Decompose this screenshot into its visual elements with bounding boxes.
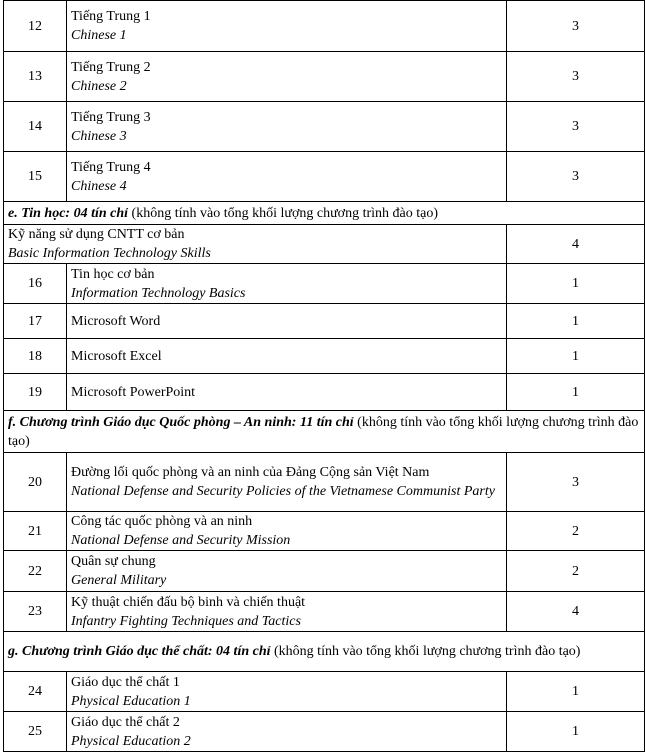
course-row (4, 1, 645, 52)
course-number: 12 (4, 1, 67, 52)
course-row (4, 672, 645, 712)
section-row (4, 411, 645, 453)
section-cell (4, 632, 645, 672)
course-name-cell (67, 304, 507, 339)
course-name-en: National Defense and Security Policies of the Vietnamese Communist Party (71, 484, 495, 499)
course-number: 14 (4, 102, 67, 152)
course-name-cell (67, 1, 507, 52)
section-heading: g. Chương trình Giáo dục thể chất: 04 tín chỉ (8, 644, 271, 659)
curriculum-table (3, 0, 645, 752)
course-name-en: National Defense and Security Mission (71, 533, 291, 548)
course-row (4, 339, 645, 374)
course-name-vi: Tiếng Trung 3 (71, 109, 151, 125)
course-name-cell (67, 339, 507, 374)
course-name-en: Chinese 2 (71, 78, 127, 94)
course-row (4, 592, 645, 632)
course-name-cell (67, 672, 507, 712)
course-name-cell (67, 592, 507, 632)
course-name-cell (67, 453, 507, 512)
course-name-vi: Microsoft Word (71, 313, 161, 329)
credits-cell: 2 (507, 551, 645, 592)
credits-cell: 3 (507, 102, 645, 152)
course-name-en: Information Technology Basics (71, 285, 246, 301)
section-row (4, 632, 645, 672)
course-name-vi: Tin học cơ bản (71, 266, 155, 282)
course-name-cell (67, 512, 507, 551)
course-name-cell (67, 712, 507, 752)
course-name-vi: Kỹ thuật chiến đấu bộ binh và chiến thuật (71, 594, 306, 610)
credits-cell: 1 (507, 339, 645, 374)
course-name-cell (67, 264, 507, 304)
course-name-vi: Tiếng Trung 2 (71, 59, 151, 75)
course-row (4, 304, 645, 339)
course-number: 16 (4, 264, 67, 304)
credits-cell: 3 (507, 152, 645, 202)
credits-cell: 3 (507, 453, 645, 512)
credits-cell: 3 (507, 1, 645, 52)
course-name-vi: Quân sự chung (71, 554, 156, 569)
course-row (4, 512, 645, 551)
course-row (4, 152, 645, 202)
course-number: 17 (4, 304, 67, 339)
section-row (4, 202, 645, 225)
credits-cell: 1 (507, 374, 645, 411)
course-name-vi: Đường lối quốc phòng và an ninh của Đảng Cộng sản Việt Nam (71, 465, 430, 480)
credits-cell: 2 (507, 512, 645, 551)
course-name-en: Basic Information Technology Skills (8, 246, 211, 261)
course-row (4, 264, 645, 304)
course-name-en: Chinese 4 (71, 178, 127, 194)
course-name-cell (67, 52, 507, 102)
course-name-vi: Tiếng Trung 1 (71, 9, 151, 24)
course-name-vi: Công tác quốc phòng và an ninh (71, 514, 253, 529)
course-row (4, 712, 645, 752)
course-name-vi: Giáo dục thể chất 1 (71, 674, 180, 690)
section-cell (4, 411, 645, 453)
curriculum-table-body (4, 1, 645, 752)
section-cell (4, 202, 645, 225)
course-number: 23 (4, 592, 67, 632)
course-number: 19 (4, 374, 67, 411)
course-row (4, 453, 645, 512)
section-heading: f. Chương trình Giáo dục Quốc phòng – An ninh: 11 tín chỉ (8, 414, 354, 430)
course-number: 25 (4, 712, 67, 752)
course-number: 24 (4, 672, 67, 712)
course-name-en: Physical Education 2 (71, 733, 191, 749)
course-name-cell (67, 102, 507, 152)
course-number: 21 (4, 512, 67, 551)
course-number: 18 (4, 339, 67, 374)
course-name-cell (67, 152, 507, 202)
course-row (4, 374, 645, 411)
course-name-vi: Microsoft PowerPoint (71, 384, 196, 400)
credits-cell: 4 (507, 592, 645, 632)
credits-cell: 1 (507, 304, 645, 339)
course-number: 13 (4, 52, 67, 102)
course-number: 15 (4, 152, 67, 202)
course-name-vi: Kỹ năng sử dụng CNTT cơ bản (8, 227, 185, 242)
course-name-vi: Tiếng Trung 4 (71, 159, 151, 175)
section-heading: e. Tin học: 04 tín chỉ (8, 205, 129, 221)
credits-cell: 4 (507, 225, 645, 264)
course-number: 22 (4, 551, 67, 592)
credits-cell: 1 (507, 712, 645, 752)
course-name-vi: Giáo dục thể chất 2 (71, 714, 180, 730)
course-name-en: Infantry Fighting Techniques and Tactics (71, 613, 301, 629)
course-name-cell (67, 374, 507, 411)
course-name-en: Chinese 3 (71, 128, 127, 144)
course-name-cell (67, 551, 507, 592)
course-row (4, 52, 645, 102)
credits-cell: 1 (507, 264, 645, 304)
subtotal-name-cell (4, 225, 507, 264)
credits-cell: 1 (507, 672, 645, 712)
course-row (4, 102, 645, 152)
course-row (4, 551, 645, 592)
course-number: 20 (4, 453, 67, 512)
course-name-en: Chinese 1 (71, 28, 127, 43)
course-name-en: General Military (71, 573, 167, 588)
subtotal-row (4, 225, 645, 264)
section-note: (không tính vào tổng khối lượng chương trình đào tạo) (8, 414, 639, 449)
course-name-en: Physical Education 1 (71, 693, 191, 709)
section-note: (không tính vào tổng khối lượng chương trình đào tạo) (128, 205, 438, 221)
section-note: (không tính vào tổng khối lượng chương trình đào tạo) (270, 644, 581, 659)
credits-cell: 3 (507, 52, 645, 102)
course-name-vi: Microsoft Excel (71, 348, 162, 364)
